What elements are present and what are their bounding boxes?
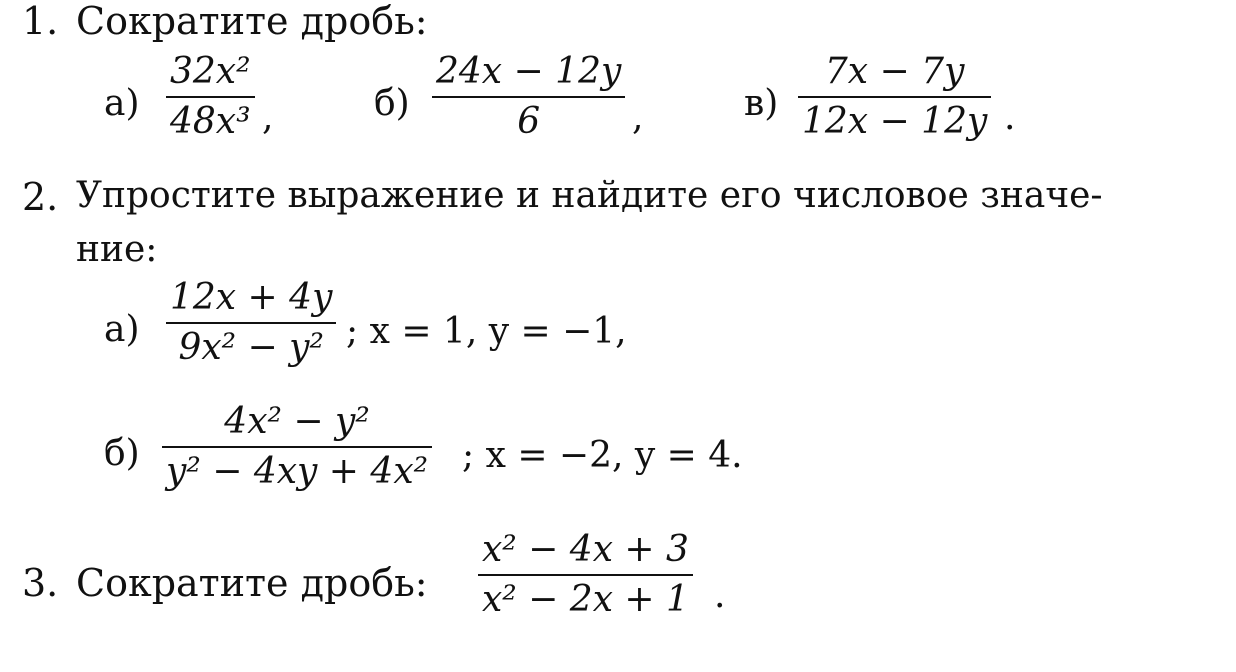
task3-title: Сократите дробь:: [76, 561, 428, 605]
task1-a-label: а): [104, 83, 140, 124]
task2-a-condition: ; x = 1, y = −1,: [346, 311, 627, 352]
fraction-denominator: x² − 2x + 1: [482, 579, 689, 620]
fraction-numerator: 32x²: [170, 51, 251, 92]
task1-number: 1.: [22, 0, 59, 43]
task1-b-fraction: [432, 51, 625, 142]
task3-number: 3.: [22, 561, 59, 605]
task2-number: 2.: [22, 175, 59, 219]
fraction-denominator: 12x − 12y: [802, 101, 988, 142]
fraction-numerator: x² − 4x + 3: [482, 529, 689, 570]
task1-b-punct: ,: [632, 97, 644, 138]
task3-punct: .: [714, 575, 726, 616]
task2-title-line1: Упростите выражение и найдите его числовое значе-: [76, 175, 1103, 216]
task2-a-label: а): [104, 309, 140, 350]
fraction-denominator: 6: [517, 101, 541, 142]
fraction-numerator: 4x² − y²: [224, 401, 370, 442]
fraction-numerator: 12x + 4y: [170, 277, 333, 318]
task1-v-fraction: [798, 51, 991, 142]
task2-b-fraction: [162, 401, 432, 492]
task1-b-label: б): [374, 83, 410, 124]
task2-b-label: б): [104, 433, 140, 474]
task1-a-fraction: [166, 51, 255, 142]
fraction-denominator: y² − 4xy + 4x²: [166, 451, 429, 492]
fraction-denominator: 9x² − y²: [178, 327, 324, 368]
fraction-numerator: 7x − 7y: [824, 51, 965, 92]
task2-a-fraction: [166, 277, 336, 368]
task1-v-label: в): [744, 83, 779, 124]
task3-fraction: [478, 529, 693, 620]
task2-b-condition: ; x = −2, y = 4.: [462, 435, 743, 476]
fraction-numerator: 24x − 12y: [436, 51, 622, 92]
task2-title-line2: ние:: [76, 229, 158, 270]
task1-v-punct: .: [1004, 97, 1016, 138]
fraction-denominator: 48x³: [170, 101, 251, 142]
task1-a-punct: ,: [262, 97, 274, 138]
task1-title: Сократите дробь:: [76, 0, 428, 43]
